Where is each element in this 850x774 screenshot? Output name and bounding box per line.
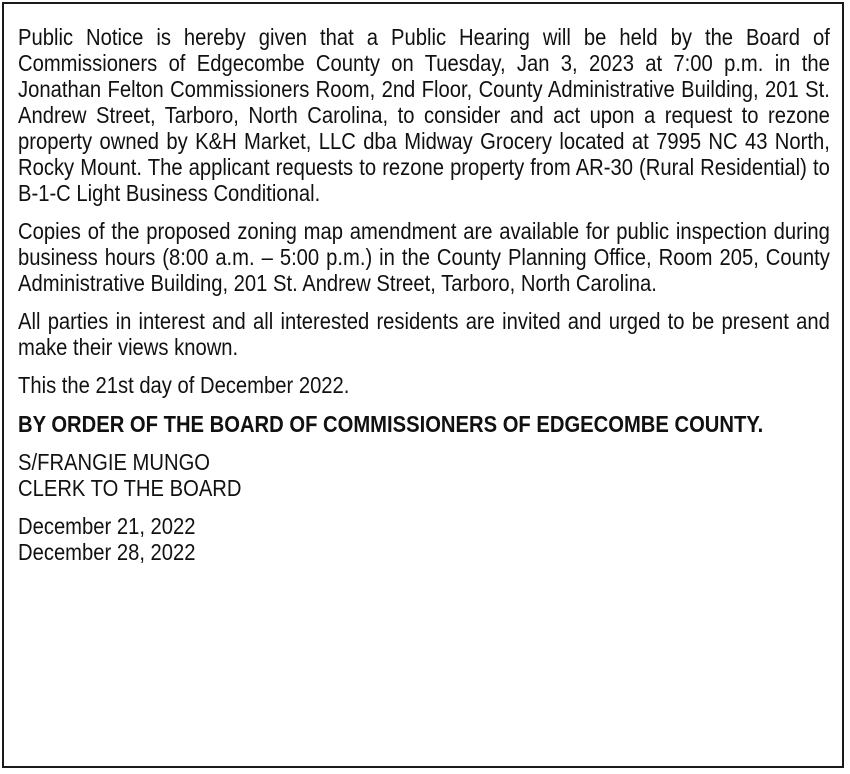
- dated-line: This the 21st day of December 2022.: [18, 372, 350, 398]
- order-heading: BY ORDER OF THE BOARD OF COMMISSIONERS OF EDGECOMBE COUNTY.: [18, 411, 764, 437]
- signature-name: S/FRANGIE MUNGO: [18, 449, 211, 475]
- notice-paragraph-hearing: Public Notice is hereby given that a Public Hearing will be held by the Board of Commissioners of Edgecombe County on Tuesday, Jan 3, 2023 at 7:00 p.m. in the Jonathan Felton Commissioners Room, 2nd Floor, County Administrative Building, 201 St. Andrew Street, Tarboro, North Carolina, to consider and act upon a request to rezone property owned by K&H Market, LLC dba Midway Grocery located at 7995 NC 43 North, Rocky Mount. The applicant requests to rezone property from AR-30 (Rural Residential) to B-1-C Light Business Conditional.: [18, 24, 830, 206]
- publication-date: December 21, 2022: [18, 513, 196, 539]
- public-notice: [18, 24, 830, 565]
- signature-block: [18, 449, 830, 501]
- notice-paragraph-copies: Copies of the proposed zoning map amendment are available for public inspection during business hours (8:00 a.m. – 5:00 p.m.) in the County Planning Office, Room 205, County Administrative Building, 201 St. Andrew Street, Tarboro, North Carolina.: [18, 218, 830, 296]
- publication-date: December 28, 2022: [18, 539, 196, 565]
- signature-title: CLERK TO THE BOARD: [18, 475, 242, 501]
- notice-paragraph-invitation: All parties in interest and all interested residents are invited and urged to be present and make their views known.: [18, 308, 830, 360]
- publication-dates: [18, 513, 830, 565]
